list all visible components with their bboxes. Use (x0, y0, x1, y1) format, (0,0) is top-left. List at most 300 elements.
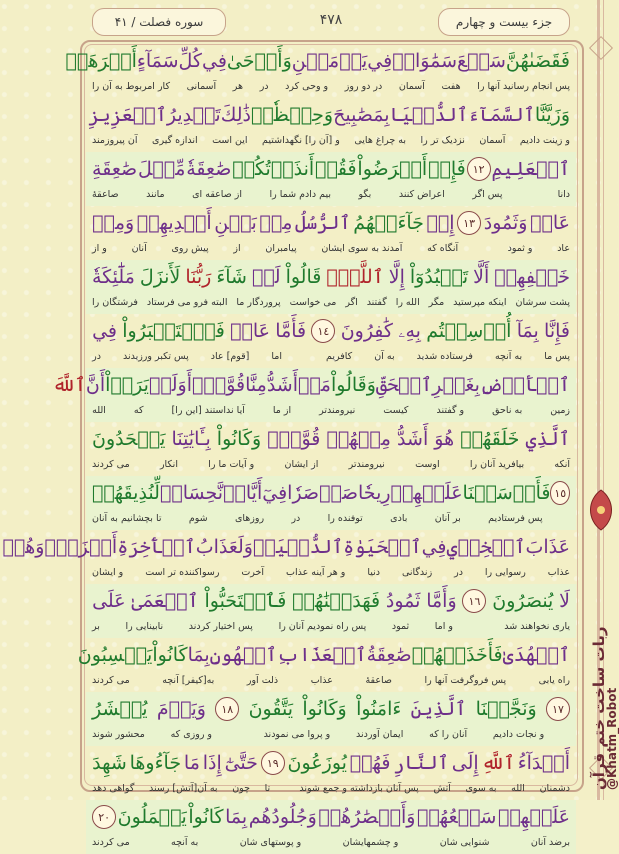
arabic-word: مِّثۡلَ (138, 158, 186, 180)
translation-word: پس ما (544, 350, 570, 362)
translation-word: آخرت (241, 566, 265, 578)
translation-row (92, 240, 570, 256)
translation-word: زندگانی (401, 566, 433, 578)
arabic-word: خَلۡفِهِمۡ (494, 266, 570, 288)
translation-word: چون (232, 782, 250, 794)
translation-word: نیرومندتر (348, 458, 385, 470)
translation-word: پیامبران (265, 242, 297, 254)
translation-word: و گفتند (436, 404, 465, 416)
page-header (86, 4, 576, 38)
translation-word: الله را (395, 296, 420, 308)
translation-word: ذلت آور (246, 674, 279, 686)
arabic-text-row (77, 640, 570, 670)
arabic-word: فَهُمۡ (349, 752, 391, 774)
arabic-word: ٱلۡعَلِيمِ (491, 158, 570, 180)
arabic-word: ٱللَّهَۖ (326, 266, 384, 288)
translation-word: البته فرو می فرستاد (146, 296, 228, 308)
surah-label: سوره فصلت / ۴۱ (92, 8, 226, 36)
arabic-word: أَيۡدِيهِمۡ (136, 212, 212, 234)
arabic-word: أُرۡسِلۡتُم (426, 320, 512, 342)
translation-word: به آنچه (494, 350, 523, 362)
translation-word: آتش (433, 782, 451, 794)
translation-word: بر آنان (434, 512, 461, 524)
arabic-word: مِنۢ (259, 212, 293, 234)
translation-word: انکار (159, 458, 178, 470)
translation-word: ثمود (391, 620, 410, 632)
translation-word: صاعقهٔ (92, 188, 119, 200)
arabic-word: ٱلرُّسُلُ (294, 212, 351, 234)
arabic-word: ٱلۡعَذَابِ (276, 644, 367, 666)
arabic-word: عَلَى (92, 590, 126, 612)
translation-word: عذاب (547, 566, 570, 578)
arabic-word: يَكۡسِبُونَ (77, 644, 153, 666)
arabic-text-row (92, 802, 570, 832)
arabic-word: قُوَّةًۖ (192, 374, 246, 396)
translation-word: نزدیک تر را (420, 134, 465, 146)
arabic-word: فَإِنَّا (544, 320, 570, 342)
arabic-word: هُوَ (434, 428, 455, 450)
translation-word: عاد (557, 242, 570, 254)
arabic-word: وَقَالُواْ (330, 374, 376, 396)
translation-row (92, 348, 570, 364)
translation-word: از ایشان (284, 458, 319, 470)
translation-word: اینکه مپرستید (453, 296, 507, 308)
arabic-word: لَا (559, 590, 570, 612)
arabic-word: كُلِّ (178, 50, 202, 72)
translation-word: بر (92, 620, 100, 632)
translation-word: دشمنان (539, 782, 570, 794)
translation-word: آنکه (554, 458, 570, 470)
arabic-text-row (92, 424, 570, 454)
bot-watermark (586, 505, 619, 795)
arabic-word: أَنذَرۡتُكُمۡ (232, 158, 315, 180)
arabic-word: ٱلۡعَمَىٰ (131, 590, 199, 612)
translation-word: بادی (390, 512, 408, 524)
translation-word: و نجات دادیم (492, 728, 545, 740)
arabic-word: ٱلَّذِي (525, 428, 570, 450)
arabic-word: كَانُواْ (188, 806, 224, 828)
translation-row (92, 834, 570, 850)
arabic-word: مَنۡ (297, 374, 331, 396)
translation-word: پس آنان بازداشته و جمع شوند (299, 782, 419, 794)
translation-word: الله (511, 782, 525, 794)
arabic-word: سَبۡعَ (457, 50, 506, 72)
translation-word: گواهی دهد (92, 782, 135, 794)
arabic-word: أَشَدُّ (397, 428, 429, 450)
arabic-word: حَتَّىٰٓ (224, 752, 258, 774)
translation-word: اگر (345, 296, 358, 308)
arabic-word: ٱلنَّارِ (393, 752, 449, 774)
translation-word: اوست (415, 458, 440, 470)
translation-word: به[کیفر] آنچه (162, 674, 215, 686)
translation-word: آنان (131, 242, 147, 254)
arabic-word: أَلَّا (473, 266, 490, 288)
arabic-word: وَلَعَذَابُ (195, 536, 253, 558)
translation-word: و آیات ما را (208, 458, 255, 470)
translation-word: به آن (374, 350, 395, 362)
arabic-word: بِغَيۡرِ (432, 374, 480, 396)
arabic-word: وَزَيَّنَّا (534, 104, 570, 126)
translation-word: زمین (550, 404, 570, 416)
translation-word: می کردند (92, 674, 130, 686)
ayah-number-marker: ١٩ (261, 751, 285, 775)
arabic-word: سَمَآءٍ (136, 50, 179, 72)
translation-word: نابینایی را (125, 620, 164, 632)
translation-word: پس تکبر ورزیدند (122, 350, 189, 362)
arabic-word: سَمۡعُهُمۡ (417, 806, 497, 828)
translation-word: ایمان آوردند (356, 728, 404, 740)
translation-word: این است (212, 134, 248, 146)
translation-word: و هر آینه عذاب (286, 566, 346, 578)
arabic-word: عَادٞ (230, 320, 270, 342)
translation-word: محشور شوند (92, 728, 145, 740)
translation-word: در (92, 350, 101, 362)
translation-word: آسمان (398, 80, 425, 92)
translation-word: و از (92, 242, 107, 254)
arabic-word: لِّنُذِيقَهُمۡ (92, 482, 160, 504)
arabic-word: مِنَّا (245, 374, 267, 396)
translation-word: پشت سرشان (515, 296, 570, 308)
translation-word: دانا (557, 188, 570, 200)
translation-word: برضد آنان (530, 836, 570, 848)
verse-line (86, 476, 576, 530)
arabic-word: فَٱسۡتَحَبُّواْ (204, 590, 287, 612)
arabic-word: بِهِۦ (398, 320, 421, 342)
arabic-word: ٱلۡحَقِّ (375, 374, 433, 396)
translation-word: آیا نداستند [این را] (171, 404, 245, 416)
verse-line (86, 152, 576, 206)
arabic-word: عَادٖ (530, 212, 570, 234)
arabic-text-row (65, 46, 570, 76)
translation-word: در دو روز (344, 80, 383, 92)
arabic-word: رِيحٗا (358, 482, 391, 504)
translation-word: اما (271, 350, 282, 362)
arabic-word: تَعۡبُدُوٓاْ (409, 266, 469, 288)
translation-word: از ما (272, 404, 292, 416)
verse-line (77, 638, 576, 692)
translation-word: بگو (358, 188, 372, 200)
translation-word: فرشتگان را (92, 296, 138, 308)
arabic-word: وَحِفۡظٗاۚ (250, 104, 334, 126)
arabic-word: بِمَا (187, 644, 210, 666)
arabic-text-row (92, 694, 570, 724)
translation-word: پس اگر (472, 188, 503, 200)
translation-word: و ثمود (507, 242, 533, 254)
translation-word: گفتند (366, 296, 387, 308)
arabic-word: بِمَصَٰبِيحَ (333, 104, 390, 126)
arabic-word: ٱللَّهِ (481, 752, 515, 774)
ayah-number-marker: ١٣ (457, 211, 481, 235)
translation-word: و پروا می نمودند (263, 728, 331, 740)
arabic-word: فِيٓ (262, 482, 288, 504)
translation-word: تا (264, 782, 271, 794)
arabic-word: يُوزَعُونَ (287, 752, 347, 774)
juz-label: جزء بیست و چهارم (438, 8, 570, 36)
arabic-word: بَيۡنِ (214, 212, 257, 234)
arabic-word: ٱلۡأَرۡضِ (479, 374, 570, 396)
translation-word: آمدند به سوی ایشان (321, 242, 403, 254)
translation-word: مانند (146, 188, 165, 200)
translation-row (92, 186, 570, 202)
ayah-number-marker: ١٤ (311, 319, 335, 343)
translation-word: عذاب (310, 674, 333, 686)
translation-word: و چشمهایشان (342, 836, 399, 848)
arabic-word: فَإِنۡ (428, 158, 466, 180)
arabic-word: وَأَوۡحَىٰ (226, 50, 292, 72)
translation-word: بیافرید آنان را (469, 458, 525, 470)
translation-word: پس راه نمودیم آنان را (278, 620, 367, 632)
arabic-word: ٱلدُّنۡيَاۖ (252, 536, 344, 558)
arabic-word: لَوۡ (251, 266, 281, 288)
arabic-word: عَذَابَ (525, 536, 570, 558)
arabic-text-row (92, 478, 570, 508)
arabic-word: صَرۡصَرٗا (287, 482, 359, 504)
verse-lines (2, 44, 576, 854)
translation-word: مگر (428, 296, 445, 308)
arabic-word: يُحۡشَرُ (92, 698, 148, 720)
translation-word: به سوی (465, 782, 497, 794)
translation-word: رسواکننده تر است (145, 566, 220, 578)
translation-word: به ناحق (492, 404, 523, 416)
page-number: ۴۷۸ (319, 12, 343, 28)
arabic-word: ذَٰلِكَ (220, 104, 251, 126)
ayah-number-marker: ١٧ (546, 697, 570, 721)
translation-word: اندازه گیری (152, 134, 198, 146)
translation-row (92, 672, 570, 688)
arabic-word: إِذۡ (426, 212, 455, 234)
arabic-word: أَيَّامٖ (223, 482, 263, 504)
arabic-word: فَقُلۡ (315, 158, 357, 180)
translation-word: بیم دادم شما را (269, 188, 331, 200)
arabic-word: شَهِدَ (92, 752, 127, 774)
arabic-word: كَانُواْ (152, 644, 188, 666)
arabic-text-row (92, 316, 570, 346)
arabic-text-row (92, 586, 570, 616)
translation-word: آسمانی (186, 80, 217, 92)
arabic-word: يَجۡحَدُونَ (92, 428, 166, 450)
ayah-number-marker: ١٦ (462, 589, 486, 613)
translation-row (92, 510, 570, 526)
arabic-word: صَٰعِقَةِ (92, 158, 138, 180)
arabic-word: أَخۡزَىٰۖ (44, 536, 118, 558)
arabic-word: يَعۡمَلُونَ (117, 806, 187, 828)
arabic-word: أَعۡرَضُواْ (357, 158, 428, 180)
arabic-word: وَكَانُواْ (302, 698, 347, 720)
translation-word: و روزی که (170, 728, 213, 740)
arabic-word: جَآءَتۡهُمُ (353, 212, 424, 234)
arabic-word: فَهَدَيۡنَٰهُمۡ (292, 590, 381, 612)
arabic-word: ثَمُودُ (385, 590, 421, 612)
arabic-word: رَبُّنَا (185, 266, 212, 288)
arabic-word: يَوۡمَيۡنِ (291, 50, 368, 72)
arabic-word: وَهُمۡ (2, 536, 45, 558)
translation-word: کار امربوط به آن را (92, 80, 170, 92)
translation-word: دنیا (367, 566, 380, 578)
translation-word: صاعقهٔ (365, 674, 392, 686)
arabic-word: يَرَوۡاْ (105, 374, 149, 396)
translation-word: که (133, 404, 144, 416)
arabic-word: فِي (92, 320, 117, 342)
arabic-word: ٱلۡحَيَوٰةِ (343, 536, 422, 558)
arabic-word: وَأَمَّا (426, 590, 457, 612)
translation-word: آسمان (479, 134, 506, 146)
arabic-word: سَمَٰوَاتٖ (392, 50, 458, 72)
translation-word: به آنچه (171, 836, 199, 848)
arabic-word: وَأَبۡصَٰرُهُمۡ (318, 806, 416, 828)
ayah-number-marker: ١٨ (215, 697, 239, 721)
arabic-word: نَّحِسَاتٖ (159, 482, 224, 504)
translation-word: پس اختیار کردند (188, 620, 253, 632)
arabic-text-row (92, 208, 570, 238)
arabic-word: فَأَخَذَتۡهُمۡ (411, 644, 503, 666)
translation-word: و زینت دادیم (519, 134, 570, 146)
arabic-word: وَجُلُودُهُم (248, 806, 317, 828)
arabic-word: أَوَلَمۡ (148, 374, 192, 396)
verse-line (86, 746, 576, 800)
translation-word: کیست (383, 404, 409, 416)
translation-row (92, 780, 570, 796)
translation-row (92, 564, 570, 580)
translation-word: می کردند (92, 458, 130, 470)
arabic-text-row (52, 370, 570, 400)
translation-word: نیرومندتر (319, 404, 356, 416)
arabic-word: فَقَضَىٰهُنَّ (505, 50, 570, 72)
verse-line (86, 206, 576, 260)
verse-line (86, 260, 576, 314)
translation-word: هفت (441, 80, 461, 92)
translation-word: کافریم (326, 350, 353, 362)
arabic-word: أَنَّ (85, 374, 106, 396)
translation-word: راه یابی (538, 674, 570, 686)
arabic-word: وَثَمُودَ (483, 212, 528, 234)
translation-row (92, 132, 570, 148)
arabic-text-row (92, 748, 570, 778)
translation-word: آن پیروزمند (92, 134, 138, 146)
arabic-word: كَٰفِرُونَ (340, 320, 393, 342)
translation-word: شوم (188, 512, 208, 524)
translation-word: در (454, 566, 463, 578)
translation-row (92, 456, 570, 472)
translation-word: و اما (434, 620, 453, 632)
arabic-word: وَيَوۡمَ (156, 698, 206, 720)
watermark-title: ربات ساخت ختم قرآن (590, 626, 608, 790)
ayah-number-marker: ٢٠ (92, 805, 116, 829)
translation-word: از صاعقه ای (192, 188, 242, 200)
arabic-word: قُوَّةٗۖ (267, 428, 321, 450)
arabic-word: إِلَى (451, 752, 479, 774)
arabic-text-row (88, 100, 570, 130)
arabic-word: ٱلۡأٓخِرَةِ (117, 536, 196, 558)
arabic-word: ءَامَنُواْ (356, 698, 402, 720)
translation-word: پروردگار ما (236, 296, 281, 308)
verse-line (52, 368, 576, 422)
verse-line (86, 584, 576, 638)
arabic-word: وَنَجَّيۡنَا (475, 698, 537, 720)
arabic-word: جَآءُوهَا (129, 752, 182, 774)
translation-row (92, 618, 570, 634)
arabic-word: ٱلۡعَزِيزِ (88, 104, 167, 126)
translation-word: به آن[آتش] رسند (148, 782, 218, 794)
arabic-word: فِي (367, 50, 393, 72)
arabic-word: عَلَيۡهِمۡ (498, 806, 570, 828)
arabic-word: خَلَقَهُمۡ (460, 428, 520, 450)
translation-word: در (259, 80, 269, 92)
translation-word: آنگاه که (427, 242, 459, 254)
arabic-word: فَأَرۡسَلۡنَا (462, 482, 551, 504)
arabic-word: فِي (201, 50, 227, 72)
arabic-word: أَمۡرَهَاۚ (65, 50, 137, 72)
arabic-word: ٱللَّهَ (52, 374, 86, 396)
arabic-word: مَلَٰٓئِكَةٗ (92, 266, 135, 288)
translation-word: می خواست (289, 296, 337, 308)
watermark-handle: @Khatm_Robot (605, 687, 619, 790)
arabic-word: ٱلدُّنۡيَا (389, 104, 469, 126)
translation-word: از (233, 242, 241, 254)
translation-row (92, 402, 570, 418)
translation-word: و وحی کرد (285, 80, 329, 92)
arabic-word: ٱلۡهُونِ (209, 644, 277, 666)
translation-row (92, 294, 570, 310)
arabic-word: تَقۡدِيرُ (166, 104, 221, 126)
verse-line (86, 800, 576, 854)
arabic-word: لَأَنزَلَ (139, 266, 181, 288)
ayah-number-marker: ١٥ (550, 481, 570, 505)
translation-word: و ایشان (92, 566, 124, 578)
arabic-word: إِذَا (202, 752, 222, 774)
arabic-word: بِـَٔايَٰتِنَا (171, 428, 211, 450)
translation-word: پس انجام رسانید آنها را (477, 80, 570, 92)
arabic-word: صَٰعِقَةُ (366, 644, 412, 666)
arabic-word: وَكَانُواْ (216, 428, 262, 450)
arabic-word: بِمَا (225, 806, 248, 828)
translation-word: فرستاده شدید (416, 350, 473, 362)
verse-line (2, 530, 576, 584)
arabic-word: عَلَيۡهِمۡ (390, 482, 463, 504)
translation-word: می کردند (92, 836, 130, 848)
arabic-word: وَمِنۡ (92, 212, 135, 234)
arabic-text-row (2, 532, 570, 562)
arabic-word: مَا (183, 752, 200, 774)
verse-line (86, 98, 576, 152)
translation-word: یاری نخواهند شد (504, 620, 570, 632)
translation-word: توفنده را (327, 512, 363, 524)
arabic-word: مِنۡهُمۡ (326, 428, 391, 450)
translation-word: اعراض کنند (398, 188, 445, 200)
translation-row (92, 78, 570, 94)
arabic-word: فَأَمَّا (275, 320, 307, 342)
translation-word: روزهای (234, 512, 265, 524)
translation-word: آنان را که (429, 728, 468, 740)
arabic-word: ٱلَّذِينَ (410, 698, 467, 720)
translation-word: الله (92, 404, 106, 416)
arabic-word: بِمَآ (516, 320, 539, 342)
verse-line (86, 692, 576, 746)
arabic-text-row (92, 262, 570, 292)
arabic-word: أَشَدُّ (266, 374, 298, 396)
verse-line (65, 44, 576, 98)
ayah-number-marker: ١٢ (467, 157, 491, 181)
arabic-word: شَآءَ (216, 266, 247, 288)
arabic-word: ٱلۡهُدَىٰ (502, 644, 570, 666)
arabic-text-row (92, 154, 570, 184)
translation-word: پیش روی (171, 242, 209, 254)
arabic-word: ٱلسَّمَآءَ (468, 104, 535, 126)
arabic-word: فِي (421, 536, 447, 558)
arabic-word: إِلَّا (388, 266, 405, 288)
translation-word: شنوایی شان (439, 836, 490, 848)
translation-word: [قوم] عاد (210, 350, 250, 362)
translation-word: در (291, 512, 301, 524)
